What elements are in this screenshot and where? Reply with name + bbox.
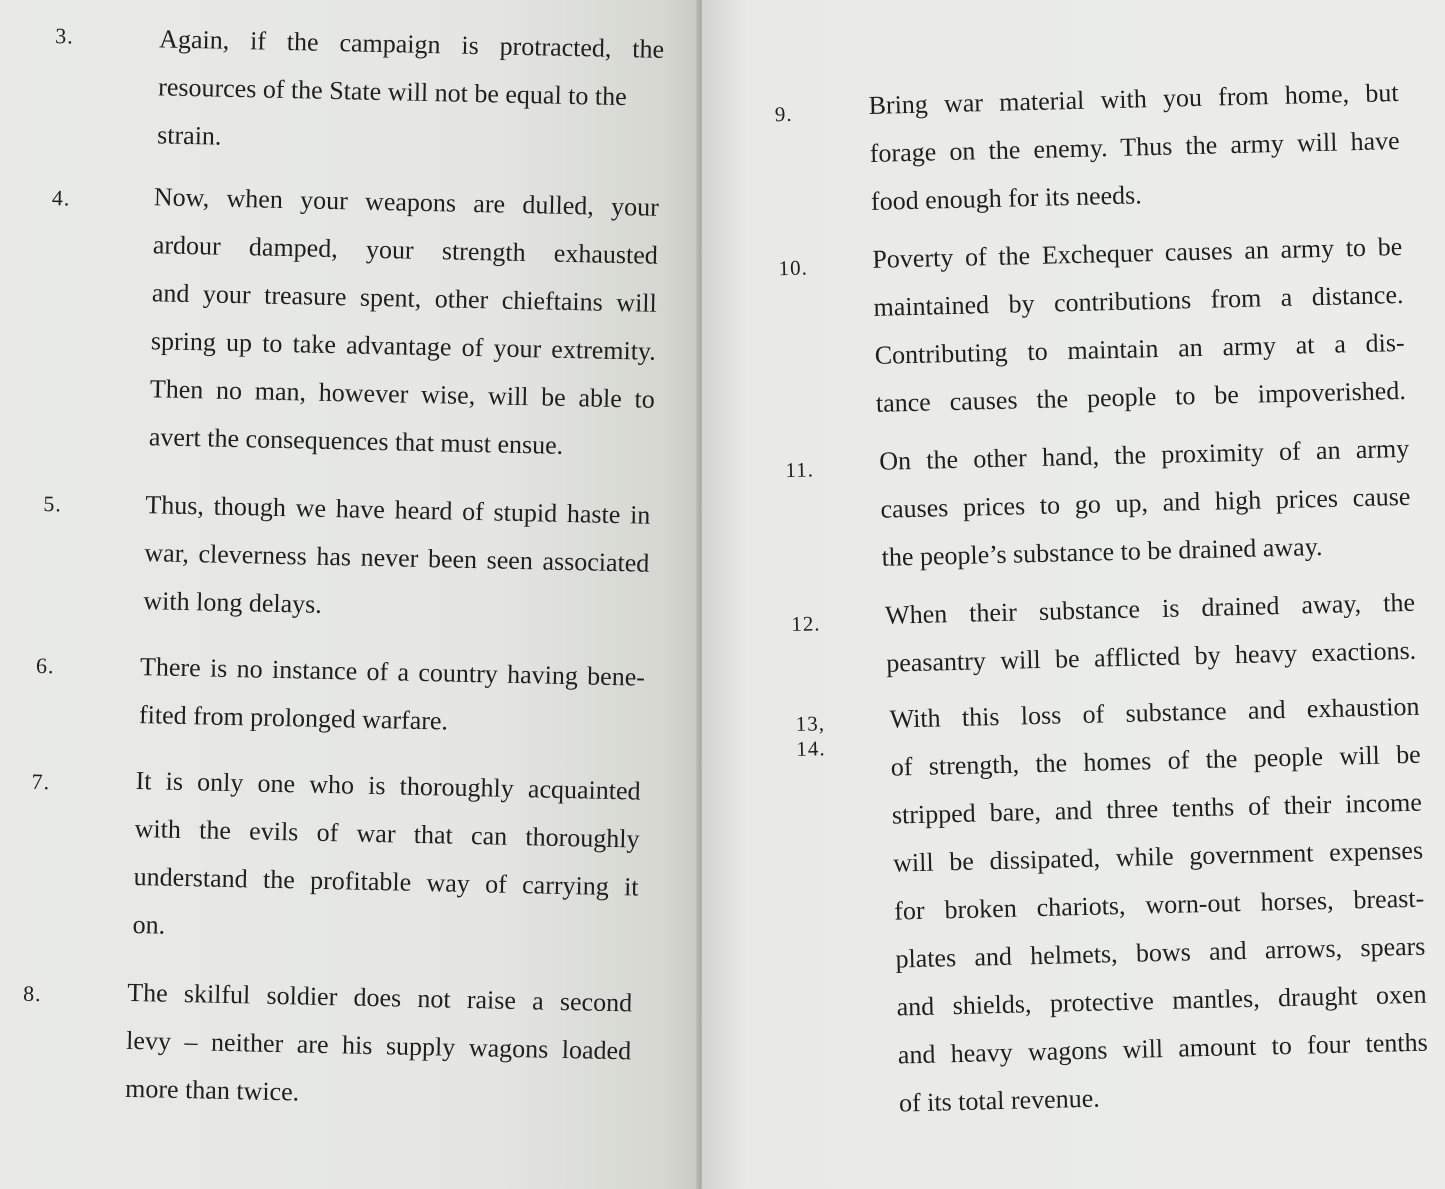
- text-line: more than twice.: [124, 1073, 300, 1107]
- text-line: and heavy wagons will amount to four tenths: [897, 1027, 1429, 1070]
- text-line: maintained by contributions from a distance.: [873, 279, 1404, 322]
- text-line: With this loss of substance and exhaustion: [889, 691, 1420, 734]
- text-line: Poverty of the Exchequer causes an army to be: [872, 231, 1403, 274]
- text-line: Then no man, however wise, will be able to: [149, 374, 656, 414]
- text-line: The skilful soldier does not raise a second: [126, 977, 633, 1018]
- text-line: of strength, the homes of the people will be: [890, 739, 1421, 782]
- paragraph-body: [139, 643, 646, 750]
- text-line: avert the consequences that must ensue.: [148, 422, 564, 460]
- paragraph-number: 12.: [790, 611, 821, 637]
- text-line: understand the profitable way of carrying it: [133, 861, 639, 902]
- text-line: resources of the State will not be equal to the: [157, 72, 628, 112]
- text-line: with long delays.: [143, 586, 323, 619]
- text-line: plates and helmets, bows and arrows, spears: [895, 931, 1426, 974]
- paragraph-body: [157, 15, 665, 170]
- text-line: fited from prolonged warfare.: [138, 700, 449, 736]
- text-line: causes prices to go up, and high prices cause: [880, 481, 1411, 524]
- text-line: strain.: [156, 120, 222, 151]
- paragraph-body: [148, 173, 659, 472]
- paragraph-body: [885, 579, 1417, 688]
- paragraph-number: 9.: [774, 101, 793, 127]
- text-line: levy – neither are his supply wagons loaded: [125, 1025, 632, 1066]
- text-line: Contributing to maintain an army at a dis-: [874, 327, 1405, 370]
- text-line: ardour damped, your strength exhausted: [152, 230, 659, 270]
- text-line: On the other hand, the proximity of an army: [878, 433, 1410, 476]
- paragraph-body: [125, 969, 633, 1124]
- text-line: tance causes the people to be impoverished.: [875, 375, 1407, 418]
- text-line: There is no instance of a country having bene-: [139, 652, 646, 692]
- text-line: Bring war material with you from home, but: [868, 78, 1399, 120]
- text-line: will be dissipated, while government expenses: [892, 835, 1424, 878]
- text-line: It is only one who is thoroughly acquainted: [135, 766, 641, 806]
- paragraph-body: [889, 683, 1429, 1128]
- paragraph-body: [132, 757, 641, 960]
- text-line: on.: [132, 909, 166, 940]
- text-line: spring up to take advantage of your extremity.: [150, 326, 657, 366]
- paragraph-number: 13, 14.: [795, 711, 826, 761]
- paragraph-number: 8.: [22, 980, 42, 1007]
- left-page: [0, 0, 698, 1189]
- paragraph-number: 6.: [35, 652, 55, 679]
- text-line: Thus, though we have heard of stupid haste in: [145, 490, 651, 530]
- paragraph-number: 11.: [785, 457, 815, 483]
- text-line: war, cleverness has never been seen associated: [144, 538, 650, 578]
- right-page: [702, 0, 1445, 1189]
- text-line: and your treasure spent, other chieftains will: [151, 278, 658, 318]
- text-line: of its total revenue.: [898, 1083, 1101, 1118]
- text-line: with the evils of war that can thoroughly: [134, 814, 640, 854]
- paragraph-number: 4.: [51, 185, 71, 211]
- left-page-text: [0, 0, 698, 1189]
- text-line: Now, when your weapons are dulled, your: [153, 182, 660, 222]
- text-line: When their substance is drained away, the: [884, 587, 1416, 630]
- text-line: food enough for its needs.: [870, 180, 1143, 216]
- paragraph-body: [868, 69, 1401, 226]
- paragraph-number: 7.: [31, 768, 51, 795]
- text-line: peasantry will be afflicted by heavy exactions.: [885, 635, 1417, 678]
- paragraph-number: 3.: [55, 23, 75, 49]
- text-line: for broken chariots, worn-out horses, breast-: [893, 883, 1425, 926]
- text-line: Again, if the campaign is protracted, the: [158, 24, 665, 64]
- text-line: forage on the enemy. Thus the army will have: [869, 126, 1400, 168]
- paragraph-body: [143, 481, 651, 636]
- text-line: stripped bare, and three tenths of their income: [891, 787, 1423, 830]
- paragraph-body: [872, 223, 1407, 428]
- text-line: the people’s substance to be drained away.: [881, 532, 1323, 572]
- paragraph-number: 10.: [778, 255, 809, 281]
- text-line: and shields, protective mantles, draught oxen: [896, 979, 1427, 1022]
- paragraph-body: [879, 425, 1412, 582]
- paragraph-number: 5.: [43, 491, 63, 517]
- right-page-text: [702, 0, 1445, 1189]
